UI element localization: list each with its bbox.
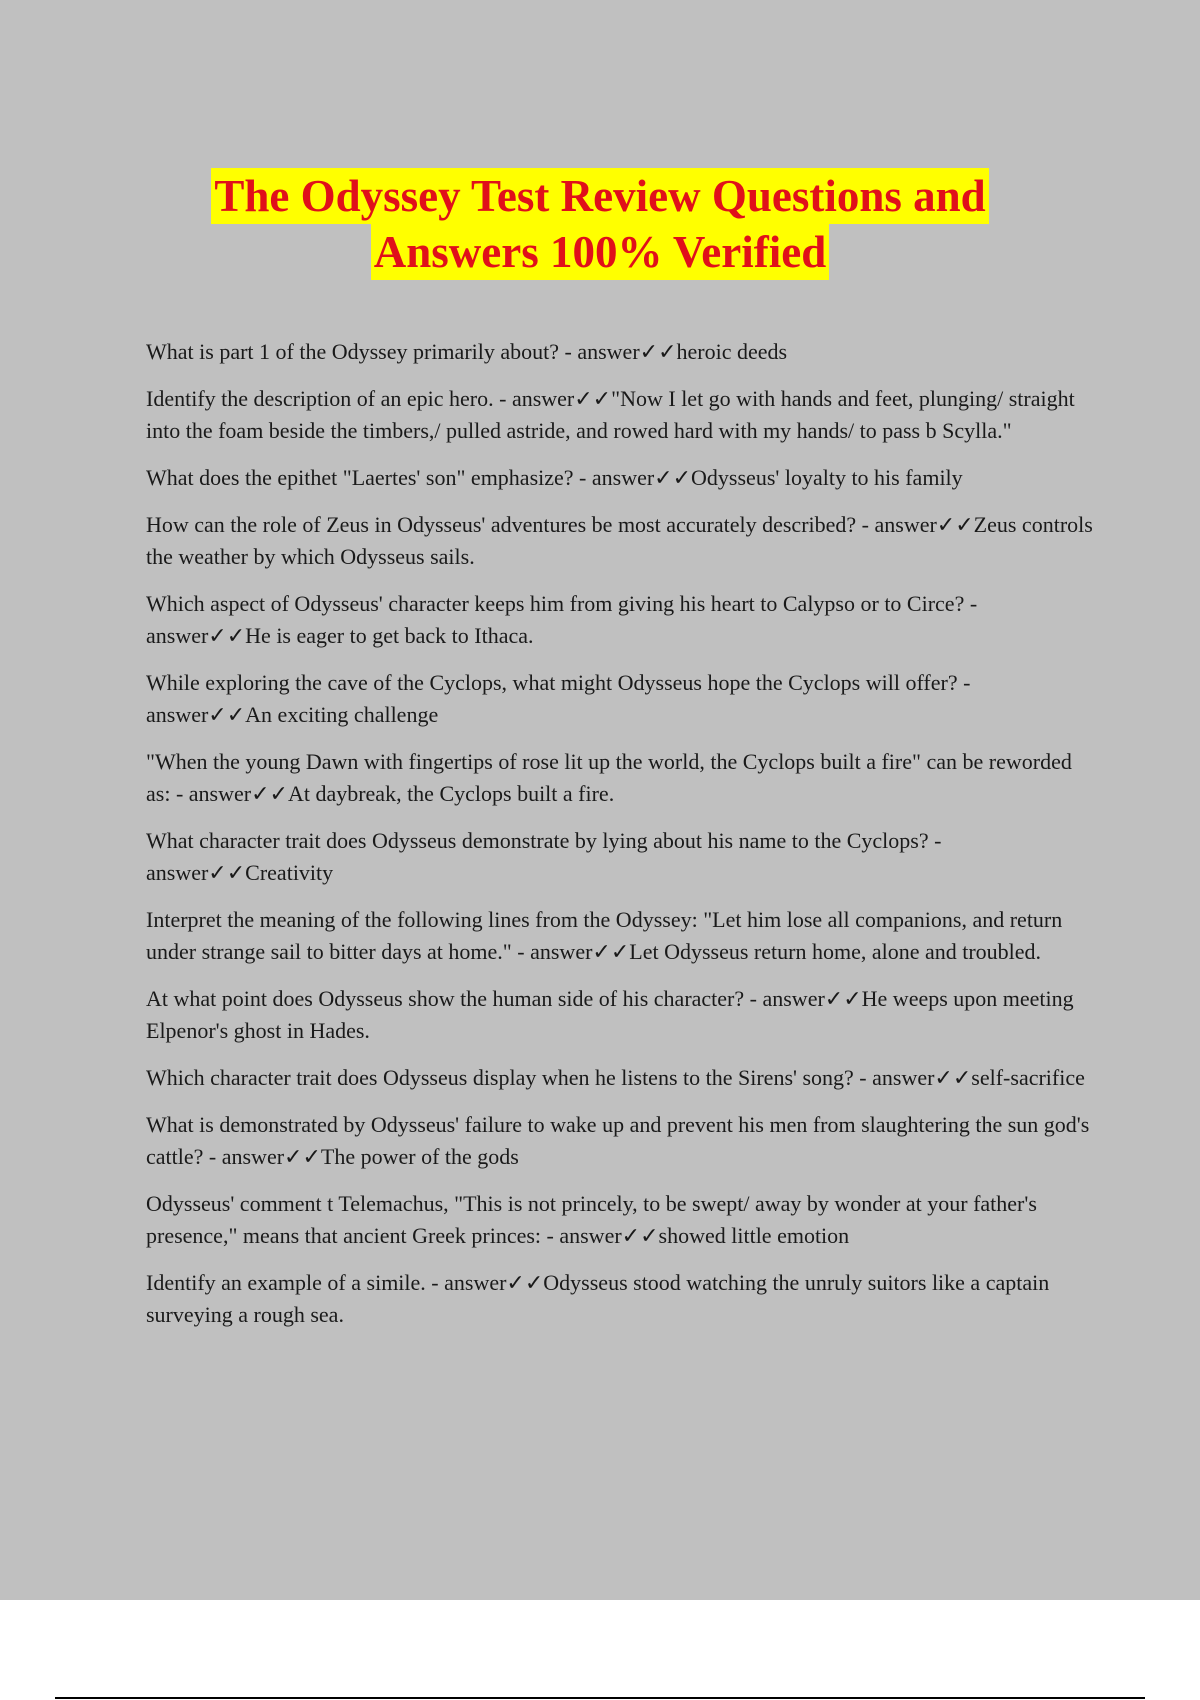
- question-answer-separator: -: [559, 339, 578, 364]
- answer-text: Creativity: [245, 860, 334, 885]
- answer-marker: answer✓✓: [146, 623, 246, 648]
- question-answer-separator: -: [425, 1270, 445, 1295]
- answer-text: The power of the gods: [320, 1144, 519, 1169]
- qa-item: [146, 383, 1096, 447]
- qa-item: [146, 462, 1096, 494]
- answer-marker: answer✓✓: [146, 702, 246, 727]
- question-answer-separator: -: [928, 828, 942, 853]
- question-answer-separator: -: [493, 386, 512, 411]
- answer-text: self-sacrifice: [971, 1065, 1085, 1090]
- answer-marker: answer✓✓: [511, 386, 612, 411]
- answer-text: He weeps upon meeting Elpenor's ghost in Hades.: [146, 986, 1074, 1043]
- question-answer-separator: -: [203, 1144, 222, 1169]
- question-answer-separator: -: [744, 986, 763, 1011]
- answer-text: An exciting challenge: [245, 702, 439, 727]
- question-text: Interpret the meaning of the following lines from the Odyssey: "Let him lose all companions, and return under strange sail to bitter days at home.": [146, 907, 1063, 964]
- answer-text: Zeus controls the weather by which Odysseus sails.: [146, 512, 1093, 569]
- question-text: Which character trait does Odysseus display when he listens to the Sirens' song?: [146, 1065, 854, 1090]
- answer-marker: answer✓✓: [577, 339, 677, 364]
- answer-text: Odysseus stood watching the unruly suitors like a captain surveying a rough sea.: [146, 1270, 1050, 1327]
- qa-item: [146, 1188, 1096, 1252]
- qa-item: [146, 588, 1096, 652]
- answer-marker: answer✓✓: [559, 1223, 659, 1248]
- page-title: [0, 168, 1200, 280]
- qa-list: [146, 336, 1096, 1346]
- qa-item: [146, 1062, 1096, 1094]
- question-text: Odysseus' comment t Telemachus, "This is not princely, to be swept/ away by wonder at your father's presence," means that ancient Greek princes:: [146, 1191, 1037, 1248]
- qa-item: [146, 825, 1096, 889]
- footer-divider: [55, 1697, 1145, 1699]
- qa-item: [146, 667, 1096, 731]
- qa-item: [146, 336, 1096, 368]
- question-text: While exploring the cave of the Cyclops, what might Odysseus hope the Cyclops will offer?: [146, 670, 958, 695]
- answer-text: Let Odysseus return home, alone and troubled.: [629, 939, 1042, 964]
- title-line-1: The Odyssey Test Review Questions and: [211, 168, 988, 224]
- qa-item: [146, 1267, 1096, 1331]
- question-text: "When the young Dawn with fingertips of rose lit up the world, the Cyclops built a fire" can be reworded as:: [146, 749, 1072, 806]
- answer-marker: answer✓✓: [872, 1065, 972, 1090]
- qa-item: [146, 746, 1096, 810]
- question-text: What does the epithet "Laertes' son" emphasize?: [146, 465, 574, 490]
- question-answer-separator: -: [856, 512, 875, 537]
- question-answer-separator: -: [541, 1223, 560, 1248]
- question-answer-separator: -: [957, 670, 971, 695]
- answer-marker: answer✓✓: [444, 1270, 544, 1295]
- question-text: What is demonstrated by Odysseus' failure to wake up and prevent his men from slaughtering the sun god's cattle?: [146, 1112, 1090, 1169]
- question-text: Which aspect of Odysseus' character keeps him from giving his heart to Calypso or to Circe?: [146, 591, 965, 616]
- answer-text: At daybreak, the Cyclops built a fire.: [287, 781, 615, 806]
- question-answer-separator: -: [170, 781, 189, 806]
- answer-text: Odysseus' loyalty to his family: [691, 465, 963, 490]
- answer-marker: answer✓✓: [591, 465, 692, 490]
- qa-item: [146, 509, 1096, 573]
- question-answer-separator: -: [964, 591, 978, 616]
- answer-marker: answer✓✓: [146, 860, 246, 885]
- question-text: What is part 1 of the Odyssey primarily about?: [146, 339, 560, 364]
- question-text: Identify an example of a simile.: [146, 1270, 426, 1295]
- question-text: How can the role of Zeus in Odysseus' adventures be most accurately described?: [146, 512, 857, 537]
- qa-item: [146, 1109, 1096, 1173]
- question-answer-separator: -: [853, 1065, 873, 1090]
- answer-text: "Now I let go with hands and feet, plunging/ straight into the foam beside the timbers,/ pulled astride, and rowed hard with my hands/ to pass b Scylla.": [146, 386, 1075, 443]
- question-text: At what point does Odysseus show the human side of his character?: [146, 986, 745, 1011]
- answer-marker: answer✓✓: [221, 1144, 321, 1169]
- question-text: Identify the description of an epic hero.: [146, 386, 494, 411]
- question-answer-separator: -: [511, 939, 531, 964]
- answer-text: heroic deeds: [676, 339, 788, 364]
- answer-marker: answer✓✓: [874, 512, 974, 537]
- title-line-2: Answers 100% Verified: [371, 224, 829, 280]
- qa-item: [146, 904, 1096, 968]
- answer-marker: answer✓✓: [188, 781, 288, 806]
- question-text: What character trait does Odysseus demonstrate by lying about his name to the Cyclops?: [146, 828, 929, 853]
- answer-marker: answer✓✓: [762, 986, 862, 1011]
- answer-text: showed little emotion: [658, 1223, 850, 1248]
- answer-text: He is eager to get back to Ithaca.: [245, 623, 534, 648]
- qa-item: [146, 983, 1096, 1047]
- question-answer-separator: -: [573, 465, 592, 490]
- answer-marker: answer✓✓: [530, 939, 630, 964]
